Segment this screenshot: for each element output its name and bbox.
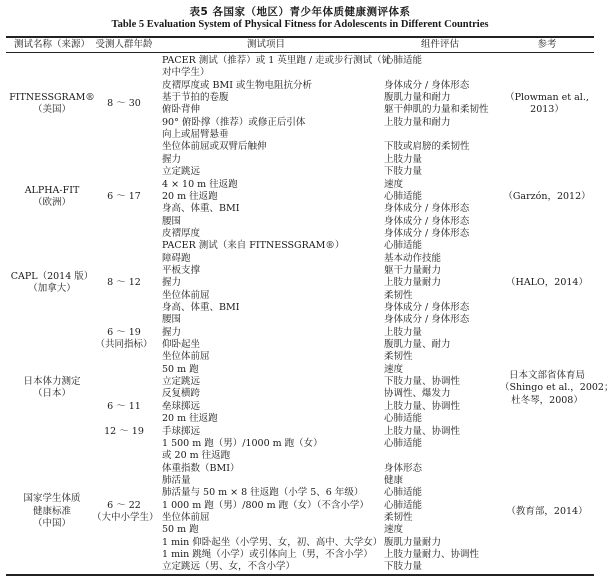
header-reference: 参考: [537, 39, 557, 50]
test-item: 腰围: [162, 215, 182, 227]
component-assessment: 协调性、爆发力: [384, 388, 451, 400]
test-item: 坐位体前屈: [162, 511, 210, 523]
reference: 日本文部省体育局: [508, 369, 585, 381]
test-item: 50 m 跑: [162, 524, 199, 536]
test-system-name: CAPL（2014 版）: [10, 271, 94, 283]
test-item: 肺活量与 50 m × 8 往返跑（小学 5、6 年级）: [162, 487, 364, 499]
component-assessment: 健康: [384, 474, 404, 486]
reference: （HALO，2014）: [506, 277, 588, 289]
test-system-name: （美国）: [32, 104, 71, 116]
component-assessment: 心肺适能: [384, 190, 423, 202]
bottom-rule: [6, 574, 594, 576]
component-assessment: 躯干力量耐力: [384, 264, 442, 276]
test-system-name: （加拿大）: [28, 283, 76, 295]
component-assessment: 身体成分 / 身体形态: [384, 215, 470, 227]
age-range: 6 ～ 17: [107, 190, 141, 202]
component-assessment: 下肢或肩膀的柔韧性: [384, 141, 470, 153]
reference: （Garzón，2012）: [503, 190, 591, 202]
reference: （Plowman et al.,: [505, 92, 589, 104]
test-item: 1 min 跳绳（小学）或引体向上（男，不含小学）: [162, 549, 373, 560]
component-assessment: 身体形态: [384, 462, 423, 474]
test-item: 20 m 往返跑: [162, 190, 218, 202]
test-item: 皮褶厚度或 BMI 或生物电阻抗分析: [162, 79, 313, 91]
test-item: 肺活量: [162, 474, 191, 486]
component-assessment: 身体成分 / 身体形态: [384, 203, 470, 215]
test-item: 俯卧背伸: [162, 104, 201, 116]
reference: （教育部，2014）: [506, 505, 588, 517]
component-assessment: 身体成分 / 身体形态: [384, 227, 470, 239]
age-range: 12 ～ 19: [104, 425, 144, 437]
test-system-name: 日本体力测定: [23, 376, 81, 388]
test-item: 20 m 往返跑: [162, 413, 218, 425]
test-item: 坐位体前屈: [162, 289, 210, 301]
test-item: 立定跳远: [162, 166, 201, 178]
component-assessment: 上肢力量耐力、协调性: [384, 549, 480, 560]
test-item: 皮褶厚度: [162, 227, 201, 239]
test-item: 坐位体前屈: [162, 351, 210, 363]
component-assessment: 速度: [384, 363, 404, 375]
component-assessment: 心肺适能: [384, 437, 423, 449]
test-item: 向上或屈臂悬垂: [162, 129, 229, 141]
header-age: 受测人群年龄: [95, 39, 153, 50]
test-item: 对中学生）: [162, 67, 210, 79]
test-system-name: （欧洲）: [32, 197, 71, 209]
test-item: 体重指数（BMI）: [162, 462, 240, 474]
age-range: （大中小学生）: [92, 511, 159, 523]
test-item: 腰围: [162, 314, 182, 326]
test-item: 仰卧起坐: [162, 339, 201, 351]
reference: （Shingo et al.，2002；: [500, 382, 613, 394]
test-system-name: 国家学生体质: [23, 493, 81, 505]
test-system-name: ALPHA-FIT: [24, 184, 80, 196]
age-range: （共同指标）: [95, 339, 153, 351]
test-item: 握力: [162, 277, 182, 289]
test-item: 4 × 10 m 往返跑: [162, 178, 238, 190]
test-item: 90° 俯卧撑（推荐）或修正后引体: [162, 116, 306, 128]
component-assessment: 身体成分 / 身体形态: [384, 79, 470, 91]
component-assessment: 柔韧性: [384, 511, 413, 523]
component-assessment: 柔韧性: [384, 289, 413, 301]
header-items: 测试项目: [246, 39, 285, 50]
component-assessment: 下肢力量: [384, 166, 423, 178]
table-title-en: Table 5 Evaluation System of Physical Fitness for Adolescents in Different Countries: [111, 19, 489, 30]
component-assessment: 腹肌力量和耐力: [384, 92, 451, 104]
component-assessment: 身体成分 / 身体形态: [384, 302, 470, 313]
test-item: 立定跳远: [162, 376, 201, 388]
component-assessment: 上肢力量、协调性: [384, 425, 461, 437]
component-assessment: 下肢力量、协调性: [384, 376, 461, 388]
age-range: 6 ～ 11: [107, 400, 141, 412]
component-assessment: 上肢力量: [384, 153, 423, 165]
component-assessment: 心肺适能: [384, 55, 423, 66]
test-item: 平板支撑: [162, 264, 201, 276]
test-item: 垒球掷远: [162, 400, 201, 412]
test-item: 身高、体重、BMI: [162, 302, 240, 313]
component-assessment: 躯干伸肌的力量和柔韧性: [384, 104, 489, 116]
component-assessment: 下肢力量: [384, 561, 423, 573]
component-assessment: 上肢力量和耐力: [384, 116, 451, 128]
component-assessment: 柔韧性: [384, 351, 413, 363]
component-assessment: 心肺适能: [384, 487, 423, 499]
component-assessment: 速度: [384, 524, 404, 536]
test-item: 手球掷远: [162, 425, 201, 437]
test-item: PACER 测试（推荐）或 1 英里跑 / 走或步行测试（针: [162, 55, 392, 66]
header-rule: [6, 52, 594, 53]
table-title-cn: 表5 各国家（地区）青少年体质健康测评体系: [189, 6, 411, 18]
component-assessment: 心肺适能: [384, 413, 423, 425]
reference: 杜冬琴，2008）: [511, 394, 583, 406]
test-system-name: FITNESSGRAM®: [9, 92, 95, 104]
component-assessment: 速度: [384, 178, 404, 190]
age-range: 8 ～ 30: [107, 98, 141, 110]
test-item: 1 min 仰卧起坐（小学男、女，初、高中、大学女）: [162, 536, 383, 548]
component-assessment: 身体成分 / 身体形态: [384, 314, 470, 326]
component-assessment: 腹肌力量、耐力: [384, 339, 451, 351]
component-assessment: 基本动作技能: [384, 252, 442, 264]
test-item: 1 000 m 跑（男）/800 m 跑（女）（不含小学）: [162, 499, 369, 511]
test-item: 身高、体重、BMI: [162, 203, 240, 215]
test-system-name: 健康标准: [32, 505, 71, 517]
test-item: 握力: [162, 153, 182, 165]
test-item: 反复横跨: [162, 388, 201, 400]
test-item: 握力: [162, 326, 182, 338]
component-assessment: 心肺适能: [384, 240, 423, 252]
test-item: PACER 测试（来自 FITNESSGRAM®）: [162, 240, 345, 252]
reference: 2013）: [530, 104, 564, 116]
component-assessment: 上肢力量、协调性: [384, 400, 461, 412]
test-item: 坐位体前屈或双臂后触伸: [162, 141, 267, 153]
test-item: 基于节拍的卷腹: [162, 92, 229, 104]
component-assessment: 上肢力量耐力: [384, 277, 442, 289]
test-item: 或 20 m 往返跑: [162, 450, 231, 462]
test-item: 障碍跑: [162, 252, 191, 264]
component-assessment: 腹肌力量耐力: [384, 536, 442, 548]
header-components: 组件评估: [420, 39, 459, 50]
component-assessment: 上肢力量: [384, 326, 423, 338]
test-item: 立定跳远（男、女，不含小学）: [162, 561, 296, 573]
component-assessment: 心肺适能: [384, 499, 423, 511]
test-item: 50 m 跑: [162, 363, 199, 375]
header-test-name: 测试名称（来源）: [13, 39, 90, 50]
test-system-name: （日本）: [32, 388, 71, 400]
test-item: 1 500 m 跑（男）/1000 m 跑（女）: [162, 437, 323, 449]
age-range: 6 ～ 22: [107, 499, 141, 511]
age-range: 8 ～ 12: [107, 277, 141, 289]
age-range: 6 ～ 19: [107, 326, 141, 338]
test-system-name: （中国）: [32, 518, 71, 530]
